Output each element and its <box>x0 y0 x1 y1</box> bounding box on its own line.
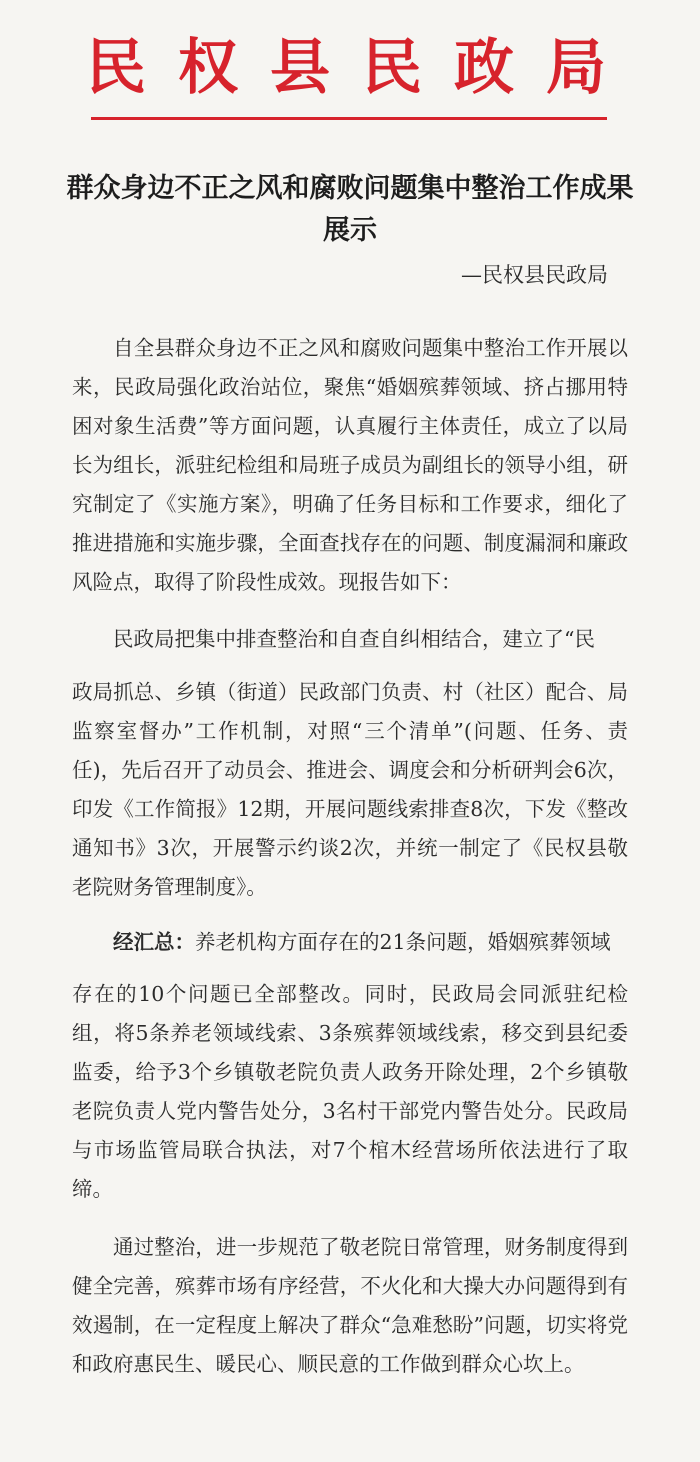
paragraph-mechanism: 政局抓总、乡镇（街道）民政部门负责、村（社区）配合、局监察室督办”工作机制，对照“三个清单”(问题、任务、责任)，先后召开了动员会、推进会、调度会和分析研判会6次，印发《工作简报》12期，开展问题线索排查8次，下发《整改通知书》3次，开展警示约谈2次，并统一制定了《民权县敬老院财务管理制度》。 <box>72 680 628 899</box>
letterhead-char: 政 <box>454 33 514 103</box>
document-title: 群众身边不正之风和腐败问题集中整治工作成果展示 <box>66 173 634 246</box>
letterhead-char: 民 <box>86 33 146 103</box>
paragraph-intro: 自全县群众身边不正之风和腐败问题集中整治工作开展以来，民政局强化政治站位，聚焦“婚姻殡葬领域、挤占挪用特困对象生活费”等方面问题，认真履行主体责任，成立了以局长为组长，派驻纪检组和局班子成员为副组长的领导小组，研究制定了《实施方案》，明确了任务目标和工作要求，细化了推进措施和实施步骤，全面查找存在的问题、制度漏洞和廉政风险点，取得了阶段性成效。现报告如下： <box>72 336 628 594</box>
letterhead-char: 权 <box>178 33 238 103</box>
summary-lead: 经汇总： <box>113 930 195 954</box>
letterhead-char: 局 <box>546 33 606 103</box>
letterhead-title <box>86 33 606 103</box>
paragraph-mechanism-first-line: 民政局把集中排查整治和自查自纠相结合，建立了“民 <box>113 627 595 651</box>
paragraph-results: 通过整治，进一步规范了敬老院日常管理，财务制度得到健全完善，殡葬市场有序经营，不火化和大操大办问题得到有效遏制，在一定程度上解决了群众“急难愁盼”问题，切实将党和政府惠民生、暖民心、顺民意的工作做到群众心坎上。 <box>72 1235 628 1376</box>
paragraph-summary: 存在的10个问题已全部整改。同时，民政局会同派驻纪检组，将5条养老领域线索、3条殡葬领域线索，移交到县纪委监委，给予3个乡镇敬老院负责人政务开除处理，2个乡镇敬老院负责人党内警告处分，3名村干部党内警告处分。民政局与市场监管局联合执法，对7个棺木经营场所依法进行了取缔。 <box>72 982 628 1201</box>
summary-first-line-text: 养老机构方面存在的21条问题，婚姻殡葬领域 <box>195 930 611 954</box>
document-author: —民权县民政局 <box>461 263 608 287</box>
paragraph-summary-first-line <box>72 923 628 962</box>
letterhead-char: 民 <box>362 33 422 103</box>
letterhead-char: 县 <box>270 33 330 103</box>
letterhead-rule <box>91 117 607 120</box>
